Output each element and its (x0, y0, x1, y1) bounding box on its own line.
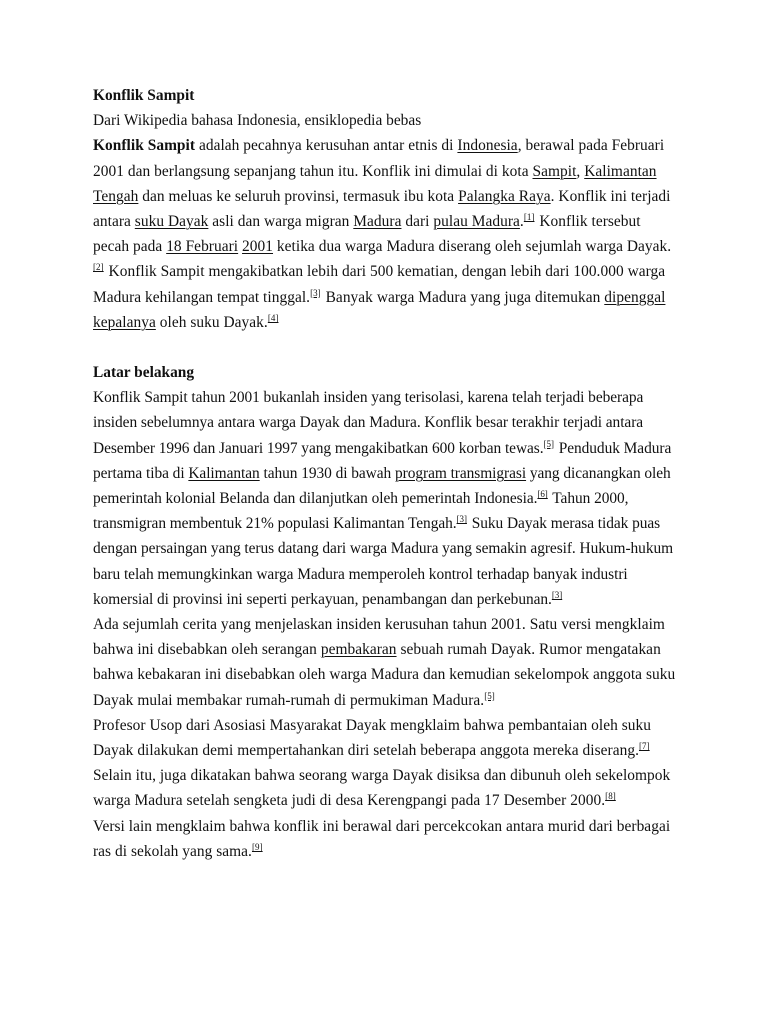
link-program-transmigrasi[interactable]: program transmigrasi (394, 464, 527, 482)
text: . (519, 213, 524, 231)
text: Konflik Sampit mengakibatkan lebih dari 500 kematian, dengan lebih dari 100.000 warga Madura kehilangan tempat tinggal. (93, 263, 666, 306)
article-title: Konflik Sampit (93, 87, 195, 104)
citation-link[interactable]: [9] (251, 841, 263, 852)
text: dan meluas ke seluruh provinsi, termasuk ibu kota (138, 187, 459, 205)
citation-link[interactable]: [6] (537, 489, 548, 500)
text: sebuah rumah Dayak. Rumor mengatakan bahwa kebakaran ini disebabkan oleh warga Madura dan kemudian sekelompok anggota suku Dayak mulai membakar rumah-rumah di permukiman Madura. (93, 641, 676, 709)
lead-term: Konflik Sampit (93, 137, 196, 155)
citation (544, 439, 554, 449)
background-paragraph (93, 385, 678, 612)
link-pembakaran[interactable]: pembakaran (320, 641, 397, 659)
text: oleh suku Dayak. (155, 313, 268, 331)
intro-paragraph (93, 133, 678, 335)
citation (537, 489, 547, 499)
citation-link[interactable]: [5] (484, 690, 495, 701)
citation (484, 691, 495, 701)
text: asli dan warga migran (208, 213, 354, 231)
alternate-version-paragraph (93, 814, 678, 864)
citation-link[interactable]: [4] (267, 312, 279, 323)
text: Konflik Sampit tahun 2001 bukanlah insiden yang terisolasi, karena telah terjadi beberapa insiden sebelumnya antara warga Dayak dan Madura. Konflik besar terakhir terjadi antara Desember 1996 dan Januari 1997 yang mengakibatkan 600 korban tewas. (93, 389, 644, 457)
text: dari (401, 213, 434, 231)
paragraph-spacer (93, 335, 678, 360)
text: adalah pecahnya kerusuhan antar etnis di (195, 137, 458, 155)
link-palangka-raya[interactable]: Palangka Raya (458, 187, 551, 205)
link-pulau-madura[interactable]: pulau Madura (433, 213, 520, 231)
text: , (576, 162, 585, 180)
citation (639, 741, 650, 751)
text: Penduduk Madura pertama tiba di (93, 439, 672, 482)
text: , berawal pada Februari 2001 dan berlangsung sepanjang tahun itu. Konflik ini dimulai di kota (93, 137, 665, 180)
text: tahun 1930 di bawah (259, 464, 395, 482)
citation (524, 212, 535, 222)
link-dipenggal-kepalanya[interactable]: dipenggal kepalanya (93, 288, 666, 331)
claim-paragraph (93, 713, 678, 814)
link-2001[interactable]: 2001 (242, 238, 274, 256)
text: yang dicanangkan oleh pemerintah kolonial Belanda dan dilanjutkan oleh pemerintah Indonesia. (93, 464, 671, 508)
citation-link[interactable]: [1] (523, 212, 535, 223)
citation-link[interactable]: [7] (638, 741, 650, 752)
link-indonesia[interactable]: Indonesia (457, 137, 518, 155)
citation (457, 514, 467, 524)
citation-link[interactable]: [8] (605, 791, 616, 802)
text: Profesor Usop dari Asosiasi Masyarakat Dayak mengklaim bahwa pembantaian oleh suku Dayak dilakukan demi mempertahankan diri setelah beberapa anggota mereka diserang. (93, 716, 652, 760)
incident-paragraph (93, 612, 678, 713)
citation (552, 590, 562, 600)
text: Selain itu, juga dikatakan bahwa seorang warga Dayak disiksa dan dibunuh oleh sekelompok warga Madura setelah sengketa judi di desa Kerengpangi pada 17 Desember 2000. (93, 767, 671, 810)
citation-link[interactable]: [3] (456, 514, 467, 525)
text: Versi lain mengklaim bahwa konflik ini berawal dari percekcokan antara murid dari berbagai ras di sekolah yang sama. (93, 817, 671, 860)
citation-link[interactable]: [5] (543, 438, 554, 449)
section-heading: Latar belakang (93, 364, 195, 382)
citation (252, 842, 263, 852)
link-kalimantan-tengah[interactable]: Kalimantan Tengah (93, 162, 657, 205)
link-18-februari[interactable]: 18 Februari (166, 238, 239, 256)
link-sampit[interactable]: Sampit (532, 162, 577, 180)
link-madura[interactable]: Madura (353, 213, 402, 231)
text: Suku Dayak merasa tidak puas dengan persaingan yang terus datang dari warga Madura yang semakin agresif. Hukum-hukum baru telah memungkinkan warga Madura memperoleh kontrol terhadap banyak industri komersial di provinsi ini seperti perkayuan, penambangan dan perkebunan. (93, 515, 674, 608)
text: Banyak warga Madura yang juga ditemukan (321, 288, 605, 306)
text: Konflik tersebut pecah pada (93, 213, 641, 256)
text: Tahun 2000, transmigran membentuk 21% populasi Kalimantan Tengah. (93, 490, 629, 533)
document-page (93, 83, 678, 864)
citation-link[interactable]: [3] (310, 287, 321, 298)
text: Ada sejumlah cerita yang menjelaskan insiden kerusuhan tahun 2001. Satu versi mengklaim bahwa ini disebabkan oleh serangan (93, 616, 665, 659)
text: ketika dua warga Madura diserang oleh sejumlah warga Dayak. (273, 238, 672, 256)
citation (605, 791, 616, 801)
citation (93, 262, 104, 272)
link-kalimantan[interactable]: Kalimantan (188, 464, 260, 482)
article-subtitle: Dari Wikipedia bahasa Indonesia, ensiklopedia bebas (93, 112, 422, 130)
citation-link[interactable]: [3] (551, 589, 563, 600)
citation (268, 313, 279, 323)
citation-link[interactable]: [2] (93, 262, 104, 273)
text: . Konflik ini terjadi antara (93, 187, 671, 231)
link-suku-dayak[interactable]: suku Dayak (134, 213, 209, 231)
citation (310, 288, 321, 298)
